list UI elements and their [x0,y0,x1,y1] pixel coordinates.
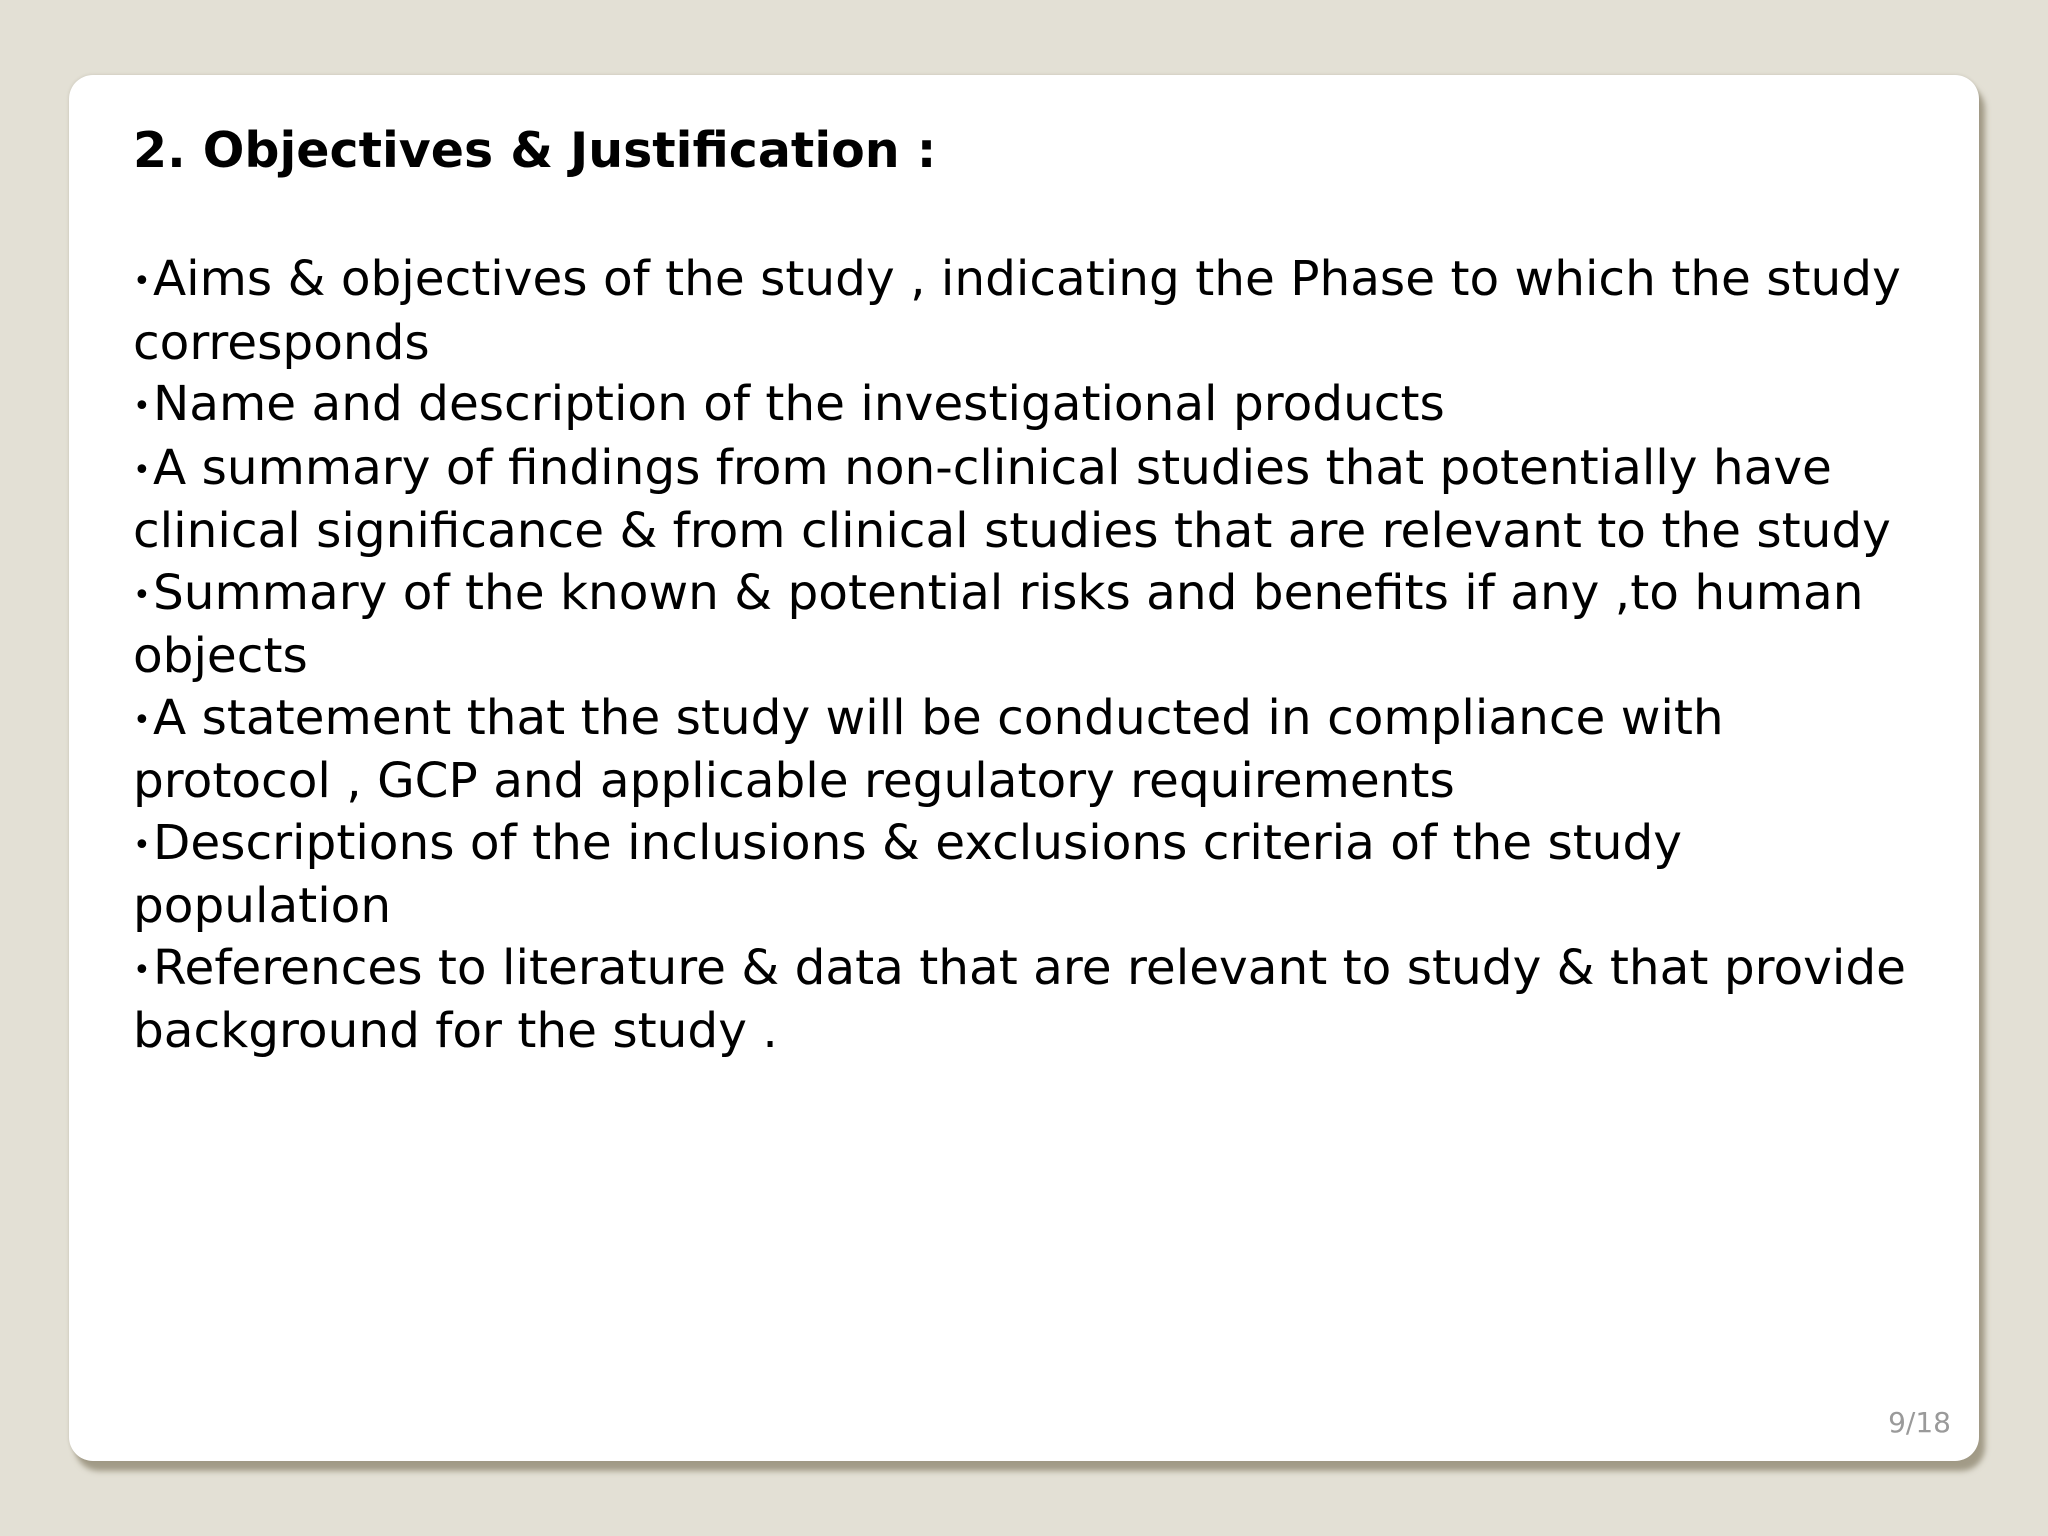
bullet-text: A summary of findings from non-clinical studies that potentially have clinical significance & from clinical studies that are relevant to the study [133,439,1891,559]
bullet-icon: • [133,702,151,738]
page-number: 9/18 [1888,1406,1951,1439]
bullet-text: Name and description of the investigational products [153,376,1445,432]
bullet-icon: • [133,452,151,488]
bullet-list [133,249,1923,1063]
bullet-icon: • [133,827,151,863]
slide-title: 2. Objectives & Justification : [133,122,937,179]
bullet-text: A statement that the study will be conducted in compliance with protocol , GCP and applicable regulatory requirements [133,689,1724,809]
slide-panel [69,75,1979,1461]
list-item [133,688,1923,813]
bullet-icon: • [133,577,151,613]
bullet-text: Aims & objectives of the study , indicating the Phase to which the study corresponds [133,251,1901,371]
list-item [133,813,1923,938]
list-item [133,249,1923,374]
bullet-text: Descriptions of the inclusions & exclusions criteria of the study population [133,814,1682,934]
bullet-icon: • [133,264,151,299]
list-item [133,938,1923,1063]
bullet-icon: • [133,952,151,988]
bullet-icon: • [133,389,151,424]
bullet-text: Summary of the known & potential risks and benefits if any ,to human objects [133,564,1864,684]
bullet-text: References to literature & data that are relevant to study & that provide background for the study . [133,939,1906,1059]
list-item [133,563,1923,688]
list-item [133,438,1923,563]
list-item [133,374,1923,438]
